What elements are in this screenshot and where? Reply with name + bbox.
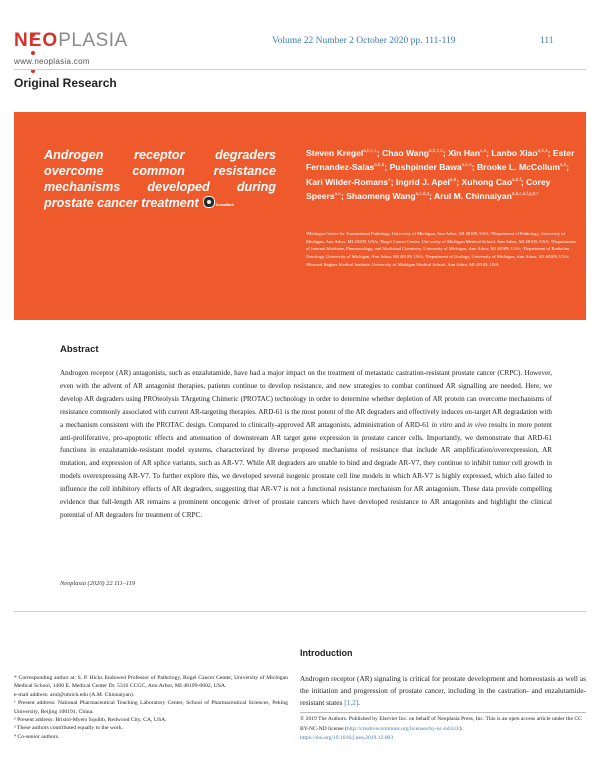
author[interactable]: Brooke L. McCollum$^{a,b}$ bbox=[476, 162, 567, 173]
author[interactable]: Pushpinder Bawa$^{a,b,4}$ bbox=[389, 162, 472, 173]
copyright-notice: © 2019 The Authors. Published by Elsevier Inc. on behalf of Neoplasia Press, Inc. This is an open access article under the CC BY-NC-ND license (http://creativecommons.org/licenses/by-nc-nd/4.0/). https://doi.org/10.1016/j.neo.2019.12.003 bbox=[300, 716, 582, 741]
divider bbox=[14, 69, 586, 70]
logo-text: NEOPLASIA bbox=[14, 30, 128, 51]
journal-url: www.neoplasia.com bbox=[14, 57, 90, 66]
affiliations: ᵃMichigan Center for Translational Pathology, University of Michigan, Ann Arbor, MI 48109, USA; ᵇDepartment of Pathology, University of Michigan, Ann Arbor, MI 48109, USA; ᶜRogel Cancer Center, University of Michigan Medical School, Ann Arbor, MI 48109, USA; ᵈDepartments of Internal Medicine, Pharmacology, and Medicinal Chemistry, University of Michigan, Ann Arbor, MI 48109, USA; ᵉDepartment of Radiation Oncology, University of Michigan, Ann Arbor, MI 48109, USA; ᶠDepartment of Urology, University of Michigan, Ann Arbor, MI 48109, USA; ᵍHoward Hughes Medical Institute, University of Michigan Medical School, Ann Arbor, MI 48109, USA bbox=[306, 231, 576, 267]
author[interactable]: Arul M. Chinnaiyan$^{a,b,c,d,f,g,5,*}$ bbox=[434, 191, 539, 202]
reference-link[interactable]: [1,2] bbox=[344, 697, 359, 707]
article-title: Androgen receptor degraders overcome common resistance mechanisms developed during prostate cancer treatment CrossMark bbox=[44, 148, 276, 210]
introduction-heading: Introduction bbox=[300, 648, 353, 658]
author[interactable]: Ester Fernandez-Salas$^{a,b,d}$ bbox=[306, 147, 575, 173]
author[interactable]: Kari Wilder-Romans$^e$ bbox=[306, 176, 391, 187]
divider bbox=[300, 712, 586, 713]
footnote: * Corresponding author at: S. P. Hicks Endowed Professor of Pathology, Rogel Cancer Center, University of Michigan Medical School, 1400 E. Medical Center Dr. 5316 CCGC, Ann Arbor, MI 48109-0602, USA. bbox=[14, 675, 288, 690]
citation: Neoplasia (2020) 22 111–119 bbox=[60, 580, 136, 587]
author[interactable]: Xin Han$^{c,3}$ bbox=[448, 147, 487, 158]
page-number: 111 bbox=[540, 36, 554, 46]
footnote: ⁴ Co-senior authors. bbox=[14, 733, 60, 740]
journal-info[interactable]: Volume 22 Number 2 October 2020 pp. 111-119 bbox=[272, 36, 456, 46]
author[interactable]: Corey Speers$^{a,e}$ bbox=[306, 176, 551, 202]
license-link[interactable]: http://creativecommons.org/licenses/by-nc-nd/4.0/ bbox=[346, 725, 460, 732]
footnotes bbox=[14, 674, 288, 741]
footnote: ³ These authors contributed equally to the work. bbox=[14, 725, 124, 732]
author-list: Steven Kregel$^{a,b,c,1}$; Chao Wang$^{a,b,1,2}$; Xin Han$^{c,3}$; Lanbo Xiao$^{a,b,4}$; Ester Fernandez-Salas$^{a,b,d}$; Pushpinder Bawa$^{a,b,4}$; Brooke L. McCollum$^{a,b}$; Kari Wilder-Romans$^e$; Ingrid J. Apel$^{a,b}$; Xuhong Cao$^{a,b,f}$; Corey Speers$^{a,e}$; Shaomeng Wang$^{a,c,d,3}$; Arul M. Chinnaiyan$^{a,b,c,d,f,g,5,*}$ bbox=[306, 147, 575, 202]
title-banner bbox=[14, 112, 586, 320]
crossmark-icon[interactable] bbox=[203, 196, 215, 208]
author[interactable]: Chao Wang$^{a,b,1,2}$ bbox=[382, 147, 443, 158]
author[interactable]: Xuhong Cao$^{a,b,f}$ bbox=[461, 176, 521, 187]
footnote: ¹ Present address: National Pharmaceutical Teaching Laboratory Center, School of Pharmaceutical Sciences, Peking University, Beijing 100191, China. bbox=[14, 700, 288, 715]
introduction-text: Androgen receptor (AR) signaling is critical for prostate development and homeostasis as well as the initiation and progression of prostate cancer, including in the castration- and enzalutamide-resistant states [1,2]. bbox=[300, 674, 586, 707]
footnote-email[interactable]: e-mail address: arul@umich.edu (A.M. Chinnaiyan). bbox=[14, 691, 135, 698]
divider bbox=[14, 611, 586, 612]
doi-link[interactable]: https://doi.org/10.1016/j.neo.2019.12.003 bbox=[300, 735, 394, 741]
abstract-text: Androgen receptor (AR) antagonists, such as enzalutamide, have had a major impact on the treatment of metastatic castration-resistant prostate cancer (CRPC). However, even with the advent of AR antagonist therapies, patients continue to develop resistance, and new strategies to combat continued AR signalling are needed. Here, we develop AR degraders using PROteolysis TArgeting Chimeric (PROTAC) technology in order to determine whether depletion of AR protein can overcome mechanisms of resistance commonly associated with current AR-targeting therapies. ARD-61 is the most potent of the AR degraders and effectively induces on-target AR degradation with a mechanism consistent with the PROTAC design. Compared to clinically-approved AR antagonists, administration of ARD-61 in vitro and in vivo results in more potent anti-proliferative, pro-apoptotic effects and attenuation of downstream AR target gene expression in prostate cancer cells. Importantly, we demonstrate that ARD-61 functions in enzalutamide-resistant model systems, characterized by diverse proposed mechanisms of resistance that include AR amplification/overexpression, AR mutation, and expression of AR splice variants, such as AR-V7. While AR degraders are unable to bind and degrade AR-V7, they continue to inhibit tumor cell growth in models overexpressing AR-V7. To further explore this, we developed several isogenic prostate cell line models in which AR-V7 is highly expressed, which also failed to influence the cell inhibitory effects of AR degraders, suggesting that AR-V7 is not a functional resistance mechanism for AR antagonism. These data provide compelling evidence that full-length AR remains a prominent oncogenic driver of prostate cancers which have developed resistance to AR antagonists and highlight the clinical potential of AR degraders for treatment of CRPC. bbox=[60, 369, 552, 519]
author[interactable]: Shaomeng Wang$^{a,c,d,3}$ bbox=[346, 191, 430, 202]
footnote: ² Present address: Bristol-Myers Squibb, Redwood City, CA, USA. bbox=[14, 717, 167, 724]
section-label: Original Research bbox=[14, 76, 117, 90]
author[interactable]: Ingrid J. Apel$^{a,b}$ bbox=[395, 176, 457, 187]
abstract-heading: Abstract bbox=[60, 344, 99, 355]
author[interactable]: Steven Kregel$^{a,b,c,1}$ bbox=[306, 147, 377, 158]
crossmark-label: CrossMark bbox=[215, 203, 234, 207]
author[interactable]: Lanbo Xiao$^{a,b,4}$ bbox=[491, 147, 548, 158]
